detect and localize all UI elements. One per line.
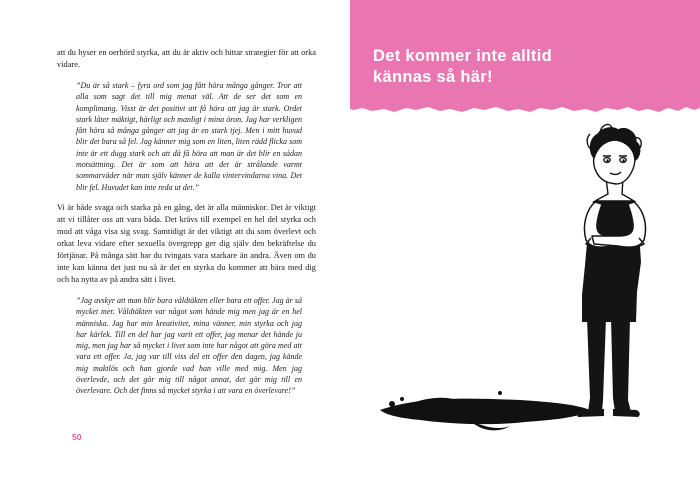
paragraph-intro: att du hyser en oerhörd styrka, att du är aktiv och hittar strategier för att orka vidare. [57, 48, 316, 69]
woman-illustration [350, 0, 700, 497]
body-text-column [57, 47, 316, 406]
ground-shadow [380, 391, 596, 430]
legs [577, 318, 640, 417]
head [587, 125, 641, 184]
quote-strong: ”Du är så stark – fyra ord som jag fått höra många gånger. Tror att alla som sagt det till mig menat väl. Att de ser det som en komplimang. Visst är det positivt att få höra att jag är stark. Ordet stark låter mäktigt, härligt och manligt i mina öron. Jag har verkligen fått höra så många gånger att jag är en stark tjej. Men i mitt huvud blir det bara så fel. Jag känner mig som en liten, liten rädd flicka som inte är ett dugg stark och att då få höra att man är det blir en sådan motsättning. Det är som att höra att det är strålande varmt sommarväder när man själv känner de kalla vintervindarna vina. Det blir fel. Huvudet kan inte reda ut det.” [76, 81, 302, 192]
right-page [350, 0, 700, 497]
paragraph-weak-and-strong: Vi är både svaga och starka på en gång, det är alla människor. Det är viktigt att vi tillåter oss att vara båda. Det krävs till exempel en hel del styrka och mod att våga visa sig svag. Samtidigt är det viktigt att du som överlevt och orkat leva vidare efter sexuella övergrepp ger dig själv den bekräftelse du förtjänar. På många sätt har du tvingats vara starkare än andra. Även om du inte kan känna det just nu så är det en styrka du kommer att bära med dig och ha nytta av på andra sätt i livet. [57, 202, 316, 284]
page-number: 50 [72, 432, 82, 442]
heading-line-2: kännas så här! [373, 68, 493, 86]
heading-line-1: Det kommer inte alltid [373, 47, 552, 65]
quote-survivor: ”Jag avskyr att man blir bara våldtäkten eller bara ett offer. Jag är så mycket mer. Våldtäkten var något som hände mig men jag är en hel människa. Jag har min kreativitet, mina vänner, min styrka och jag har kärlek. Till en del har jag varit ett offer, jag menar det hände ju mig, men jag har så mycket i livet som inte har något att göra med att vara ett offer. Ja, jag var till viss del ett offer den dagen, jag kände mig maktlös och han gjorde vad han ville med mig. Men jag överlevde, och det gör mig till något annat, det gör mig till en överlevare. Och det finns så mycket styrka i att vara en överlevare!” [76, 295, 302, 396]
